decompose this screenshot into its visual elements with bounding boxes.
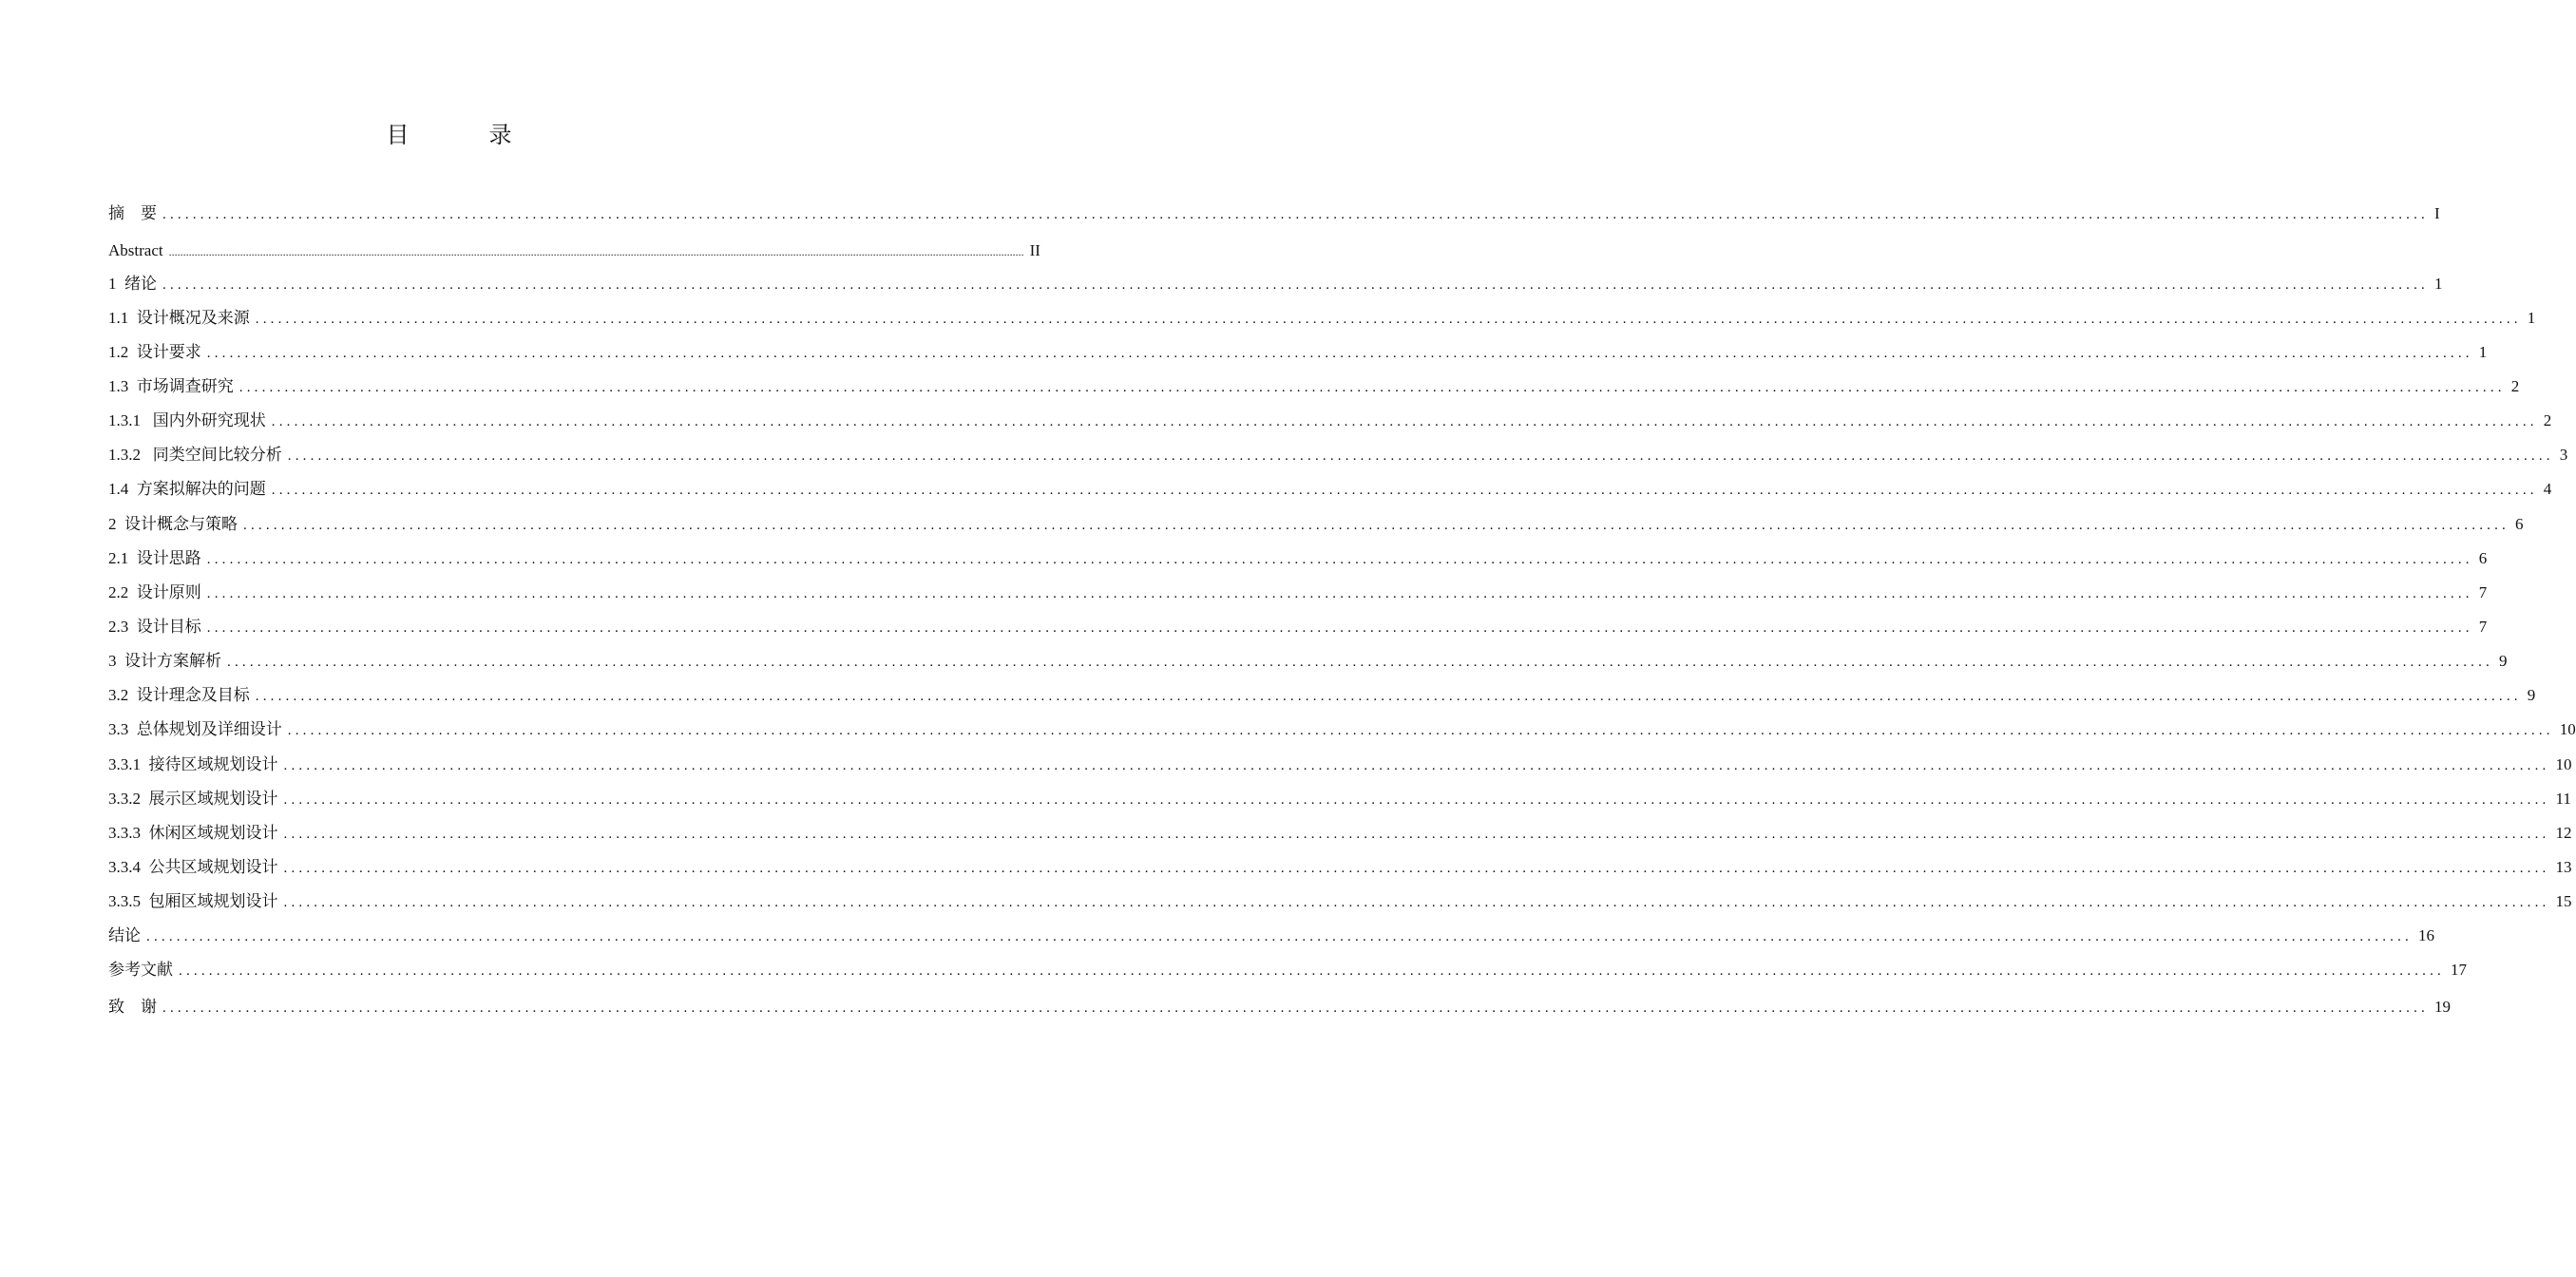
toc-entry-page: 12 [2555, 824, 2572, 842]
toc-entry[interactable] [108, 202, 2440, 225]
dot-leader: ............................................................................................................................................................................................................................................................................................................ [206, 552, 2473, 567]
toc-entry-label: 2 设计概念与策略 [108, 515, 238, 533]
toc-entry-label: 1.1 设计概况及来源 [108, 309, 250, 327]
toc-entry-page: 2 [2510, 377, 2520, 395]
toc-entry[interactable] [108, 822, 2572, 845]
toc-entry-label: 3 设计方案解析 [108, 652, 221, 670]
dot-leader: ............................................................................................................................................................................................................................................................................................................ [162, 1001, 2429, 1016]
toc-entry[interactable] [108, 375, 2520, 398]
toc-entry[interactable] [108, 444, 2568, 467]
toc-entry[interactable] [108, 890, 2572, 913]
toc-entry[interactable] [108, 959, 2467, 982]
toc-entry[interactable] [108, 581, 2488, 604]
dot-leader: ............................................................................................................................................................................................................................................................................................................ [206, 586, 2473, 601]
dot-leader: ............................................................................................................................................................................................................................................................................................................ [255, 689, 2522, 704]
dot-leader: ............................................................................................................................................................................................................................................................................................................ [168, 245, 1024, 258]
toc-entry-label: 1.3.2 同类空间比较分析 [108, 446, 282, 464]
toc-entry-page: 4 [2543, 480, 2552, 498]
dot-leader: ............................................................................................................................................................................................................................................................................................................ [283, 895, 2550, 910]
toc-entry[interactable] [108, 273, 2443, 295]
toc-entry-label: 结论 [108, 926, 141, 944]
dot-leader: ............................................................................................................................................................................................................................................................................................................ [283, 827, 2550, 842]
toc-entry-page: 3 [2559, 446, 2568, 464]
toc-entry-page: 1 [2527, 309, 2536, 327]
toc-entry-page: 2 [2543, 411, 2552, 429]
toc-entry-label: 3.3.2 展示区域规划设计 [108, 790, 278, 808]
toc-entry-label: 3.2 设计理念及目标 [108, 686, 250, 704]
toc-entry-page: I [2434, 204, 2440, 222]
dot-leader: ............................................................................................................................................................................................................................................................................................................ [287, 723, 2554, 738]
toc-entry[interactable] [108, 856, 2572, 879]
toc-entry-label: 参考文献 [108, 961, 173, 979]
toc-entry-label: 2.1 设计思路 [108, 549, 201, 567]
dot-leader: ............................................................................................................................................................................................................................................................................................................ [243, 518, 2509, 533]
toc-entry[interactable] [108, 513, 2524, 536]
toc-entry-page: 6 [2478, 549, 2488, 567]
toc-entry-label: 3.3.4 公共区域规划设计 [108, 858, 278, 876]
toc-entry-page: 1 [2478, 343, 2488, 361]
toc-entry-page: 13 [2555, 858, 2572, 876]
toc-entry-page: II [1029, 241, 1040, 259]
toc-entry-page: 9 [2527, 686, 2536, 704]
toc-title: 目 录 [386, 124, 541, 148]
dot-leader: ............................................................................................................................................................................................................................................................................................................ [271, 414, 2538, 429]
toc-entry[interactable] [108, 547, 2488, 570]
toc-entry[interactable] [108, 684, 2536, 707]
dot-leader: ............................................................................................................................................................................................................................................................................................................ [287, 448, 2554, 464]
toc-entry-page: 10 [2559, 720, 2576, 738]
dot-leader: ............................................................................................................................................................................................................................................................................................................ [283, 792, 2550, 808]
dot-leader: ............................................................................................................................................................................................................................................................................................................ [227, 655, 2493, 670]
toc-entry[interactable] [108, 478, 2552, 501]
toc-entry-label: Abstract [108, 241, 163, 259]
toc-entry[interactable] [108, 239, 1040, 262]
toc-entry-label: 摘 要 [108, 204, 157, 222]
toc-entry[interactable] [108, 410, 2552, 432]
dot-leader: ............................................................................................................................................................................................................................................................................................................ [239, 380, 2506, 395]
toc-entry-label: 3.3.5 包厢区域规划设计 [108, 892, 278, 910]
dot-leader: ............................................................................................................................................................................................................................................................................................................ [255, 312, 2522, 327]
toc-entry-label: 1 绪论 [108, 275, 157, 293]
toc-entry-page: 15 [2555, 892, 2572, 910]
dot-leader: ............................................................................................................................................................................................................................................................................................................ [283, 861, 2550, 876]
toc-entry-page: 11 [2555, 790, 2571, 808]
toc-entry[interactable] [108, 307, 2536, 330]
toc-entry[interactable] [108, 718, 2576, 741]
toc-entry[interactable] [108, 616, 2488, 638]
toc-entry-label: 1.3.1 国内外研究现状 [108, 411, 266, 429]
toc-entry-page: 17 [2451, 961, 2467, 979]
toc-entry-label: 1.3 市场调查研究 [108, 377, 234, 395]
dot-leader: ............................................................................................................................................................................................................................................................................................................ [162, 277, 2429, 293]
toc-entry-label: 2.3 设计目标 [108, 618, 201, 636]
dot-leader: ............................................................................................................................................................................................................................................................................................................ [162, 207, 2429, 222]
dot-leader: ............................................................................................................................................................................................................................................................................................................ [271, 483, 2538, 498]
dot-leader: ............................................................................................................................................................................................................................................................................................................ [206, 620, 2473, 636]
toc-entry-page: 10 [2555, 755, 2572, 773]
toc-entry-label: 1.4 方案拟解决的问题 [108, 480, 266, 498]
toc-entry-page: 7 [2478, 583, 2488, 601]
toc-entry-page: 7 [2478, 618, 2488, 636]
dot-leader: ............................................................................................................................................................................................................................................................................................................ [179, 963, 2445, 979]
toc-entry[interactable] [108, 788, 2571, 810]
toc-entry-page: 16 [2418, 926, 2434, 944]
toc-entry-page: 6 [2515, 515, 2524, 533]
dot-leader: ............................................................................................................................................................................................................................................................................................................ [146, 929, 2413, 944]
toc-entry-label: 3.3.1 接待区域规划设计 [108, 755, 278, 773]
toc-entry-page: 9 [2499, 652, 2508, 670]
toc-entry[interactable] [108, 753, 2572, 776]
toc-entry-label: 3.3 总体规划及详细设计 [108, 720, 282, 738]
toc-entry-page: 19 [2434, 998, 2451, 1016]
dot-leader: ............................................................................................................................................................................................................................................................................................................ [283, 758, 2550, 773]
toc-entry-label: 2.2 设计原则 [108, 583, 201, 601]
toc-entry-label: 致 谢 [108, 998, 157, 1016]
dot-leader: ............................................................................................................................................................................................................................................................................................................ [206, 346, 2473, 361]
toc-entry[interactable] [108, 650, 2508, 673]
toc-entry-label: 1.2 设计要求 [108, 343, 201, 361]
toc-entry[interactable] [108, 996, 2451, 1019]
toc-entry-label: 3.3.3 休闲区域规划设计 [108, 824, 278, 842]
toc-entry-page: 1 [2434, 275, 2443, 293]
toc-entry[interactable] [108, 341, 2488, 364]
toc-entry[interactable] [108, 924, 2434, 947]
